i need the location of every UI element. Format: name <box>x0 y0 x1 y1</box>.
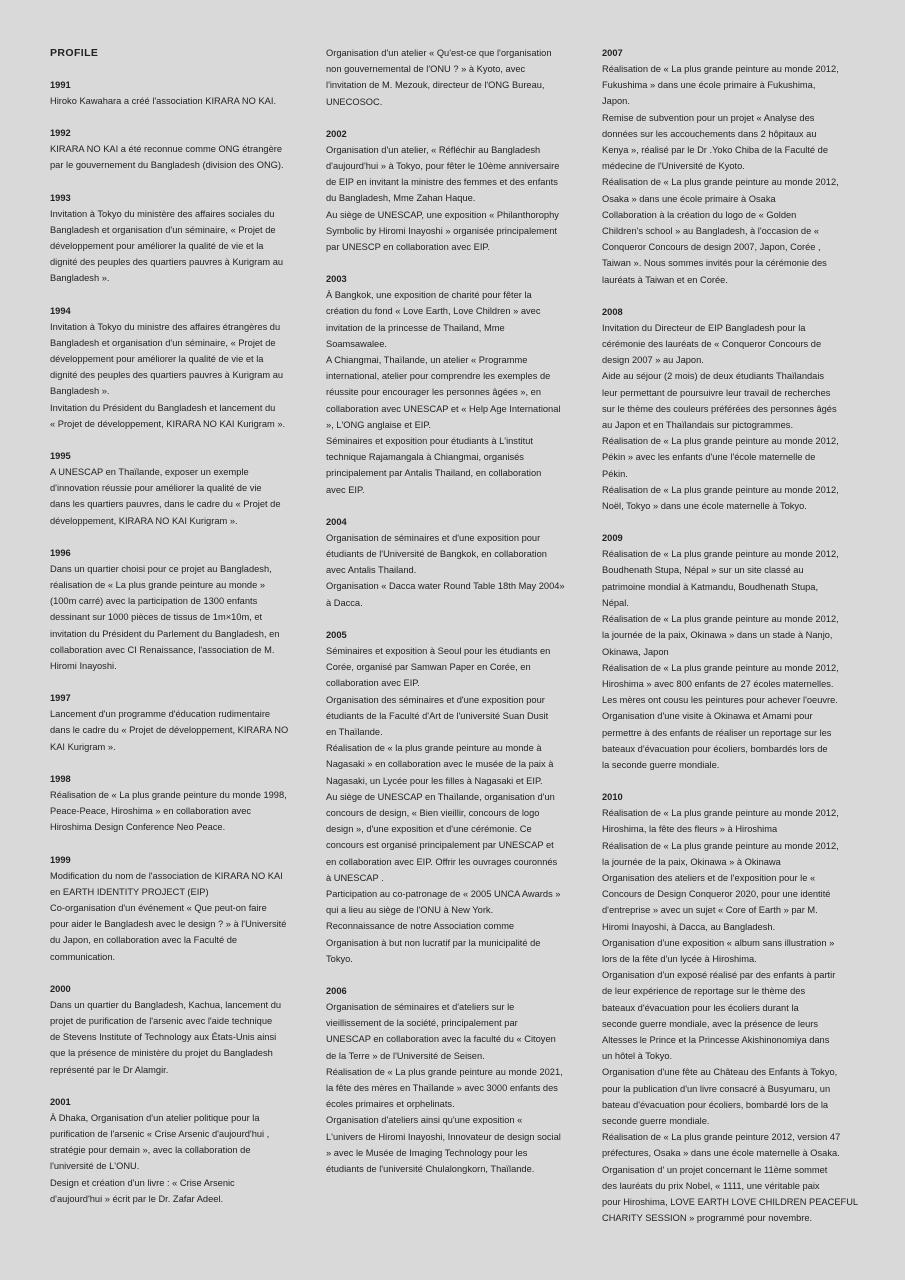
entry-text-line: qui a lieu au siège de l'ONU à New York. <box>326 905 494 916</box>
entry-text-line: préfectures, Osaka » dans une école maternelle à Osaka. <box>602 1148 840 1159</box>
column-2 <box>326 45 578 1193</box>
entry-text-line: par le gouvernement du Bangladesh (division des ONG). <box>50 160 284 171</box>
entry-text-line: du Bangladesh, Mme Zahan Haque. <box>326 193 476 204</box>
entry-text-line: réalisation de « La plus grande peinture au monde » <box>50 580 266 591</box>
entry-text-line: développement, KIRARA NO KAI Kurigram ». <box>50 515 238 526</box>
entry-text-line: Organisation d'un atelier, « Réfléchir au Bangladesh <box>326 144 541 155</box>
timeline-entry <box>50 448 300 529</box>
timeline-entry <box>326 271 578 498</box>
entry-text-line: Organisation « Dacca water Round Table 18th May 2004» <box>326 581 565 592</box>
entry-text-line: d'aujourd'hui » écrit par le Dr. Zafar Adeel. <box>50 1193 224 1204</box>
entry-text-line: en collaboration avec EIP. Offrir les ouvrages couronnés <box>326 856 558 867</box>
timeline-entry <box>326 126 578 255</box>
entry-text-line: Kenya », réalisé par le Dr .Yoko Chiba de la Faculté de <box>602 145 829 156</box>
entry-text-line: Hiromi Inayoshi, à Dacca, au Bangladesh. <box>602 921 776 932</box>
entry-text-line: Okinawa, Japon <box>602 646 669 657</box>
timeline-entry <box>50 981 300 1078</box>
timeline-entry <box>50 77 300 109</box>
timeline-entry <box>602 45 852 288</box>
timeline-entry <box>50 690 300 755</box>
entry-text-line: réussite pour encourager les personnes âgées », en <box>326 387 541 398</box>
entry-text-line: à UNESCAP . <box>326 872 384 883</box>
entry-text-line: Nagasaki » en collaboration avec le musée de la paix à <box>326 759 554 770</box>
entry-text-line: UNESCAP en collaboration avec la faculté du « Citoyen <box>326 1034 556 1045</box>
entry-text-line: que la présence de ministère du projet du Bangladesh <box>50 1048 273 1059</box>
entry-text-line: Modification du nom de l'association de KIRARA NO KAI <box>50 870 283 881</box>
entry-text-line: patrimoine mondial à Katmandu, Boudhenath Stupa, <box>602 581 819 592</box>
entry-year: 2003 <box>326 274 347 285</box>
entry-text-line: Corée, organisé par Samwan Paper en Corée, en <box>326 662 531 673</box>
entry-text-line: Réalisation de « La plus grande peinture au monde 2012, <box>602 840 839 851</box>
entry-text-line: Bangladesh et organisation d'un séminaire, « Projet de <box>50 224 276 235</box>
entry-year: 1996 <box>50 547 71 558</box>
entry-text-line: principalement par Antalis Thailand, en collaboration <box>326 468 542 479</box>
entry-text-line: du Japon, en collaboration avec la Faculté de <box>50 935 238 946</box>
entry-year: 1995 <box>50 451 71 462</box>
entry-text-line: Organisation à but non lucratif par la municipalité de <box>326 937 541 948</box>
entry-text-line: de la Terre » de l'Université de Seisen. <box>326 1050 485 1061</box>
entry-text-line: Tokyo. <box>326 953 353 964</box>
entry-text-line: design 2007 » au Japon. <box>602 355 704 366</box>
entry-text-line: Remise de subvention pour un projet « Analyse des <box>602 112 815 123</box>
entry-text-line: de Stevens Institute of Technology aux États-Unis ainsi <box>50 1032 277 1043</box>
timeline-entry <box>602 789 859 1226</box>
entry-year: 1994 <box>50 305 71 316</box>
entry-text-line: Concours de Design Conqueror 2020, pour une identité <box>602 889 831 900</box>
entry-text-line: invitation de la princesse de Thailand, Mme <box>326 322 505 333</box>
entry-text-line: Soamsawalee. <box>326 338 387 349</box>
entry-year: 2005 <box>326 629 347 640</box>
entry-text-line: Pékin. <box>602 468 628 479</box>
entry-text-line: dessinant sur 1000 pièces de tissus de 1m×10m, et <box>50 612 263 623</box>
entry-text-line: seconde guerre mondiale. <box>602 1115 710 1126</box>
entry-text-line: Invitation à Tokyo du ministère des affaires sociales du <box>50 208 275 219</box>
entry-text-line: étudiants de la Faculté d'Art de l'université Suan Dusit <box>326 710 549 721</box>
entry-text-line: Nagasaki, un Lycée pour les filles à Nagasaki et EIP. <box>326 775 543 786</box>
entry-text-line: technique Rajamangala à Chiangmai, organisés <box>326 452 524 463</box>
entry-text-line: Dans un quartier du Bangladesh, Kachua, lancement du <box>50 999 282 1010</box>
entry-text-line: Dans un quartier choisi pour ce projet au Bangladesh, <box>50 563 272 574</box>
entry-text-line: étudiants de l'université Chulalongkorn, Thaïlande. <box>326 1163 535 1174</box>
entry-year: 2004 <box>326 516 347 527</box>
entry-text-line: dans le cadre du « Projet de développement, KIRARA NO <box>50 725 289 736</box>
timeline-entry <box>50 190 300 287</box>
entry-text-line: en Thaïlande. <box>326 726 383 737</box>
entry-text-line: Hiroshima, la fête des fleurs » à Hiroshima <box>602 824 778 835</box>
entry-text-line: l'université de L'ONU. <box>50 1161 140 1172</box>
entry-text-line: Au siège de UNESCAP, une exposition « Philanthorophy <box>326 209 559 220</box>
entry-year: 1997 <box>50 693 71 704</box>
timeline-entry <box>50 771 300 836</box>
entry-text-line: bateaux d'évacuation pour écoliers, bombardés lors de <box>602 743 828 754</box>
entry-text-line: Réalisation de « La plus grande peinture au monde 2012, <box>602 614 839 625</box>
entry-text-line: la fête des mères en Thaïlande » avec 3000 enfants des <box>326 1082 558 1093</box>
timeline-entry <box>326 514 578 611</box>
entry-text-line: Organisation de séminaires et d'une exposition pour <box>326 532 541 543</box>
entry-text-line: Participation au co-patronage de « 2005 UNCA Awards » <box>326 888 561 899</box>
entry-year: 1993 <box>50 192 71 203</box>
entry-text-line: Altesses le Prince et la Princesse Akishinonomiya dans <box>602 1034 830 1045</box>
entry-text-line: Réalisation de « La plus grande peinture au monde 2021, <box>326 1066 563 1077</box>
entry-text-line: Réalisation de « La plus grande peinture au monde 2012, <box>602 177 839 188</box>
entry-text-line: « Projet de développement, KIRARA NO KAI Kurigram ». <box>50 418 286 429</box>
entry-text-line: Noël, Tokyo » dans une école maternelle à Tokyo. <box>602 501 807 512</box>
entry-text-line: concours est organisé principalement par UNESCAP et <box>326 840 554 851</box>
entry-text-line: Lancement d'un programme d'éducation rudimentaire <box>50 709 271 720</box>
entry-text-line: Reconnaissance de notre Association comme <box>326 921 515 932</box>
entry-year: 2002 <box>326 128 347 139</box>
entry-text-line: dignité des peuples des quartiers pauvres à Kurigram au <box>50 257 284 268</box>
entry-text-line: Hiroshima Design Conference Neo Peace. <box>50 822 226 833</box>
entry-text-line: Organisation d'une fête au Château des Enfants à Tokyo, <box>602 1067 838 1078</box>
entry-text-line: Peace-Peace, Hiroshima » en collaboration avec <box>50 806 252 817</box>
timeline-entry <box>326 45 578 110</box>
entry-text-line: international, atelier pour comprendre les exemples de <box>326 371 551 382</box>
entry-text-line: UNECOSOC. <box>326 96 383 107</box>
entry-text-line: non gouvernemental de l'ONU ? » à Kyoto, avec <box>326 64 526 75</box>
entry-text-line: étudiants de l'Université de Bangkok, en collaboration <box>326 549 547 560</box>
entry-year: 1998 <box>50 773 71 784</box>
entry-text-line: collaboration avec UNESCAP et « Help Age International <box>326 403 561 414</box>
entry-text-line: dignité des peuples des quartiers pauvres à Kurigram au <box>50 370 284 381</box>
entry-text-line: collaboration avec CI Renaissance, l'association de M. <box>50 644 275 655</box>
entry-text-line: par UNESCP en collaboration avec EIP. <box>326 242 490 253</box>
timeline-entry <box>50 545 300 674</box>
entry-text-line: pour la publication d'un livre consacré à Busyumaru, un <box>602 1083 831 1094</box>
entry-text-line: sur le thème des couleurs préférées des personnes âgés <box>602 403 837 414</box>
entry-text-line: Organisation des ateliers et de l'exposition pour le « <box>602 872 816 883</box>
entry-text-line: À Dhaka, Organisation d'un atelier politique pour la <box>50 1112 260 1123</box>
entry-text-line: Séminaires et exposition pour étudiants à L'institut <box>326 436 533 447</box>
entry-text-line: dans les quartiers pauvres, dans le cadre du « Projet de <box>50 499 281 510</box>
entry-year: 2008 <box>602 306 623 317</box>
entry-text-line: à Dacca. <box>326 597 363 608</box>
entry-text-line: Symbolic by Hiromi Inayoshi » organisée principalement <box>326 225 557 236</box>
entry-text-line: Osaka » dans une école primaire à Osaka <box>602 193 776 204</box>
timeline-entry <box>50 303 300 432</box>
entry-text-line: » avec le Musée de Imaging Technology pour les <box>326 1147 528 1158</box>
entry-text-line: collaboration avec EIP. <box>326 678 420 689</box>
entry-text-line: cérémonie des lauréats de « Conqueror Concours de <box>602 339 822 350</box>
entry-text-line: seconde guerre mondiale, avec la présence de leurs <box>602 1018 819 1029</box>
entry-year: 1992 <box>50 128 71 139</box>
entry-text-line: développement pour améliorer la qualité de vie et la <box>50 354 264 365</box>
entry-year: 2010 <box>602 792 623 803</box>
entry-year: 2007 <box>602 48 623 58</box>
entry-text-line: vieillissement de la société, principalement par <box>326 1018 518 1029</box>
entry-text-line: Invitation du Directeur de EIP Bangladesh pour la <box>602 322 806 333</box>
entry-year: 1991 <box>50 80 71 90</box>
entry-text-line: Pékin » avec les enfants d'une l'école maternelle de <box>602 452 816 463</box>
entry-text-line: (100m carré) avec la participation de 1300 enfants <box>50 596 258 607</box>
entry-text-line: lors de la fête d'un lycée à Hiroshima. <box>602 953 757 964</box>
entry-text-line: création du fond « Love Earth, Love Children » avec <box>326 306 541 317</box>
column-1 <box>50 45 300 1223</box>
entry-text-line: avec EIP. <box>326 484 365 495</box>
entry-year: 1999 <box>50 854 71 865</box>
entry-text-line: A Chiangmai, Thaïlande, un atelier « Programme <box>326 355 528 366</box>
entry-text-line: des lauréats du prix Nobel, « 1111, une véritable paix <box>602 1180 820 1191</box>
entry-text-line: stratégie pour demain », avec la collaboration de <box>50 1145 251 1156</box>
entry-text-line: A UNESCAP en Thaïlande, exposer un exemple <box>50 467 249 478</box>
entry-text-line: Organisation d'ateliers ainsi qu'une exposition « <box>326 1115 523 1126</box>
entry-text-line: avec Antalis Thailand. <box>326 565 417 576</box>
entry-text-line: KIRARA NO KAI a été reconnue comme ONG étrangère <box>50 144 283 155</box>
entry-text-line: Organisation d' un projet concernant le 11ème sommet <box>602 1164 828 1175</box>
entry-text-line: Les mères ont cousu les peintures pour achever l'oeuvre. <box>602 695 838 706</box>
column-3 <box>602 45 859 1242</box>
entry-text-line: KAI Kurigram ». <box>50 741 116 752</box>
entry-text-line: Organisation d'un atelier « Qu'est-ce que l'organisation <box>326 48 552 58</box>
entry-text-line: un hôtel à Tokyo. <box>602 1051 673 1062</box>
entry-text-line: CHARITY SESSION » programmé pour novembre. <box>602 1213 813 1224</box>
entry-text-line: écoles primaires et orphelinats. <box>326 1099 455 1110</box>
entry-text-line: Organisation d'une visite à Okinawa et Amami pour <box>602 711 813 722</box>
entry-text-line: pour aider le Bangladesh avec le design ? » à l'Université <box>50 919 287 930</box>
entry-year: 2000 <box>50 983 71 994</box>
entry-text-line: bateau d'évacuation pour écoliers, bombardé lors de la <box>602 1099 829 1110</box>
entry-text-line: L'univers de Hiromi Inayoshi, Innovateur de design social <box>326 1131 561 1142</box>
entry-text-line: médecine de l'Université de Kyoto. <box>602 161 745 172</box>
entry-text-line: données sur les accouchements dans 2 hôpitaux au <box>602 128 817 139</box>
entry-text-line: représenté par le Dr Alamgir. <box>50 1064 169 1075</box>
timeline-entry <box>50 1094 300 1207</box>
entry-text-line: Organisation d'une exposition « album sans illustration » <box>602 937 835 948</box>
timeline-entry <box>326 983 578 1177</box>
entry-text-line: Organisation des séminaires et d'une exposition pour <box>326 694 545 705</box>
entry-text-line: Invitation du Président du Bangladesh et lancement du <box>50 402 276 413</box>
entry-text-line: Réalisation de « La plus grande peinture du monde 1998, <box>50 789 287 800</box>
entry-text-line: Design et création d'un livre : « Crise Arsenic <box>50 1177 235 1188</box>
entry-year: 2001 <box>50 1096 71 1107</box>
entry-text-line: Bangladesh et organisation d'un séminaire, « Projet de <box>50 337 276 348</box>
entry-text-line: Réalisation de « La plus grande peinture au monde 2012, <box>602 662 839 673</box>
entry-text-line: bateaux d'évacuation pour les écoliers durant la <box>602 1002 799 1013</box>
entry-text-line: Organisation d'un exposé réalisé par des enfants à partir <box>602 970 836 981</box>
entry-text-line: Hiromi Inayoshi. <box>50 661 117 672</box>
entry-text-line: Réalisation de « La plus grande peinture au monde 2012, <box>602 484 839 495</box>
entry-text-line: Conqueror Concours de design 2007, Japon, Corée , <box>602 242 821 253</box>
entry-text-line: l'invitation de M. Mezouk, directeur de l'ONG Bureau, <box>326 80 545 91</box>
entry-text-line: Réalisation de « La plus grande peinture au monde 2012, <box>602 436 839 447</box>
entry-text-line: Hiroko Kawahara a créé l'association KIRARA NO KAI. <box>50 96 277 106</box>
entry-text-line: Aide au séjour (2 mois) de deux étudiants Thaïlandais <box>602 371 825 382</box>
entry-text-line: en EARTH IDENTITY PROJECT (EIP) <box>50 886 209 897</box>
timeline-entry <box>50 852 300 965</box>
entry-text-line: Réalisation de « La plus grande peinture au monde 2012, <box>602 549 839 560</box>
timeline-entry <box>326 627 578 967</box>
entry-text-line: Séminaires et exposition à Seoul pour les étudiants en <box>326 645 551 656</box>
entry-text-line: Fukushima » dans une école primaire à Fukushima, <box>602 80 816 91</box>
entry-text-line: Hiroshima » avec 800 enfants de 27 écoles maternelles. <box>602 678 834 689</box>
entry-text-line: Boudhenath Stupa, Népal » sur un site classé au <box>602 565 804 576</box>
timeline-entry <box>50 125 300 173</box>
entry-text-line: Népal. <box>602 597 629 608</box>
entry-text-line: », L'ONG anglaise et EIP. <box>326 419 431 430</box>
timeline-entry <box>602 530 852 773</box>
entry-text-line: concours de design, « Bien vieillir, concours de logo <box>326 807 540 818</box>
entry-text-line: Bangladesh ». <box>50 273 110 284</box>
entry-text-line: lauréats à Taiwan et en Corée. <box>602 274 728 285</box>
entry-text-line: Collaboration à la création du logo de « Golden <box>602 209 797 220</box>
entry-text-line: projet de purification de l'arsenic avec l'aide technique <box>50 1015 273 1026</box>
entry-year: 2009 <box>602 533 623 544</box>
entry-text-line: Réalisation de « La plus grande peinture au monde 2012, <box>602 808 839 819</box>
entry-text-line: Co-organisation d'un événement « Que peut-on faire <box>50 902 267 913</box>
entry-text-line: d'aujourd'hui » à Tokyo, pour fêter le 10ème anniversaire <box>326 161 560 172</box>
entry-text-line: d'entreprise » avec un sujet « Core of Earth » par M. <box>602 905 818 916</box>
entry-text-line: Réalisation de « La plus grande peinture au monde 2012, <box>602 64 839 74</box>
entry-text-line: Organisation de séminaires et d'ateliers sur le <box>326 1001 515 1012</box>
page-title: PROFILE <box>50 47 99 59</box>
entry-text-line: Réalisation de « La plus grande peinture 2012, version 47 <box>602 1132 841 1143</box>
entry-text-line: au Japon et en Thaïlandais sur pictogrammes. <box>602 420 794 431</box>
entry-text-line: design », d'une exposition et d'une cérémonie. Ce <box>326 824 532 835</box>
entry-text-line: de EIP en invitant la ministre des femmes et des enfants <box>326 177 558 188</box>
entry-text-line: la seconde guerre mondiale. <box>602 759 720 770</box>
entry-year: 2006 <box>326 985 347 996</box>
entry-text-line: permettre à des enfants de réaliser un reportage sur les <box>602 727 832 738</box>
entry-text-line: purification de l'arsenic « Crise Arsenic d'aujourd'hui , <box>50 1128 270 1139</box>
entry-text-line: Bangladesh ». <box>50 386 110 397</box>
entry-text-line: leur permettant de poursuivre leur travail de recherches <box>602 387 831 398</box>
entry-text-line: d'innovation réussie pour améliorer la qualité de vie <box>50 483 262 494</box>
timeline-entry <box>602 304 852 514</box>
entry-text-line: Japon. <box>602 96 630 107</box>
entry-text-line: Réalisation de « la plus grande peinture au monde à <box>326 743 542 754</box>
entry-text-line: Invitation à Tokyo du ministre des affaires étrangères du <box>50 321 281 332</box>
entry-text-line: Children's school » au Bangladesh, à l'occasion de « <box>602 226 820 237</box>
entry-text-line: Taiwan ». Nous sommes invités pour la cérémonie des <box>602 258 827 269</box>
entry-text-line: À Bangkok, une exposition de charité pour fêter la <box>326 290 532 301</box>
entry-text-line: la journée de la paix, Okinawa » dans un stade à Nanjo, <box>602 630 833 641</box>
entry-text-line: la journée de la paix, Okinawa » à Okinawa <box>602 856 781 867</box>
entry-text-line: Au siège de UNESCAP en Thaïlande, organisation d'un <box>326 791 555 802</box>
entry-text-line: de leur expérience de reportage sur le thème des <box>602 986 806 997</box>
entry-text-line: pour Hiroshima, LOVE EARTH LOVE CHILDREN PEACEFUL <box>602 1197 859 1207</box>
entry-text-line: développement pour améliorer la qualité de vie et la <box>50 241 264 252</box>
entry-text-line: communication. <box>50 951 116 962</box>
entry-text-line: invitation du Président du Parlement du Bangladesh, en <box>50 628 280 639</box>
